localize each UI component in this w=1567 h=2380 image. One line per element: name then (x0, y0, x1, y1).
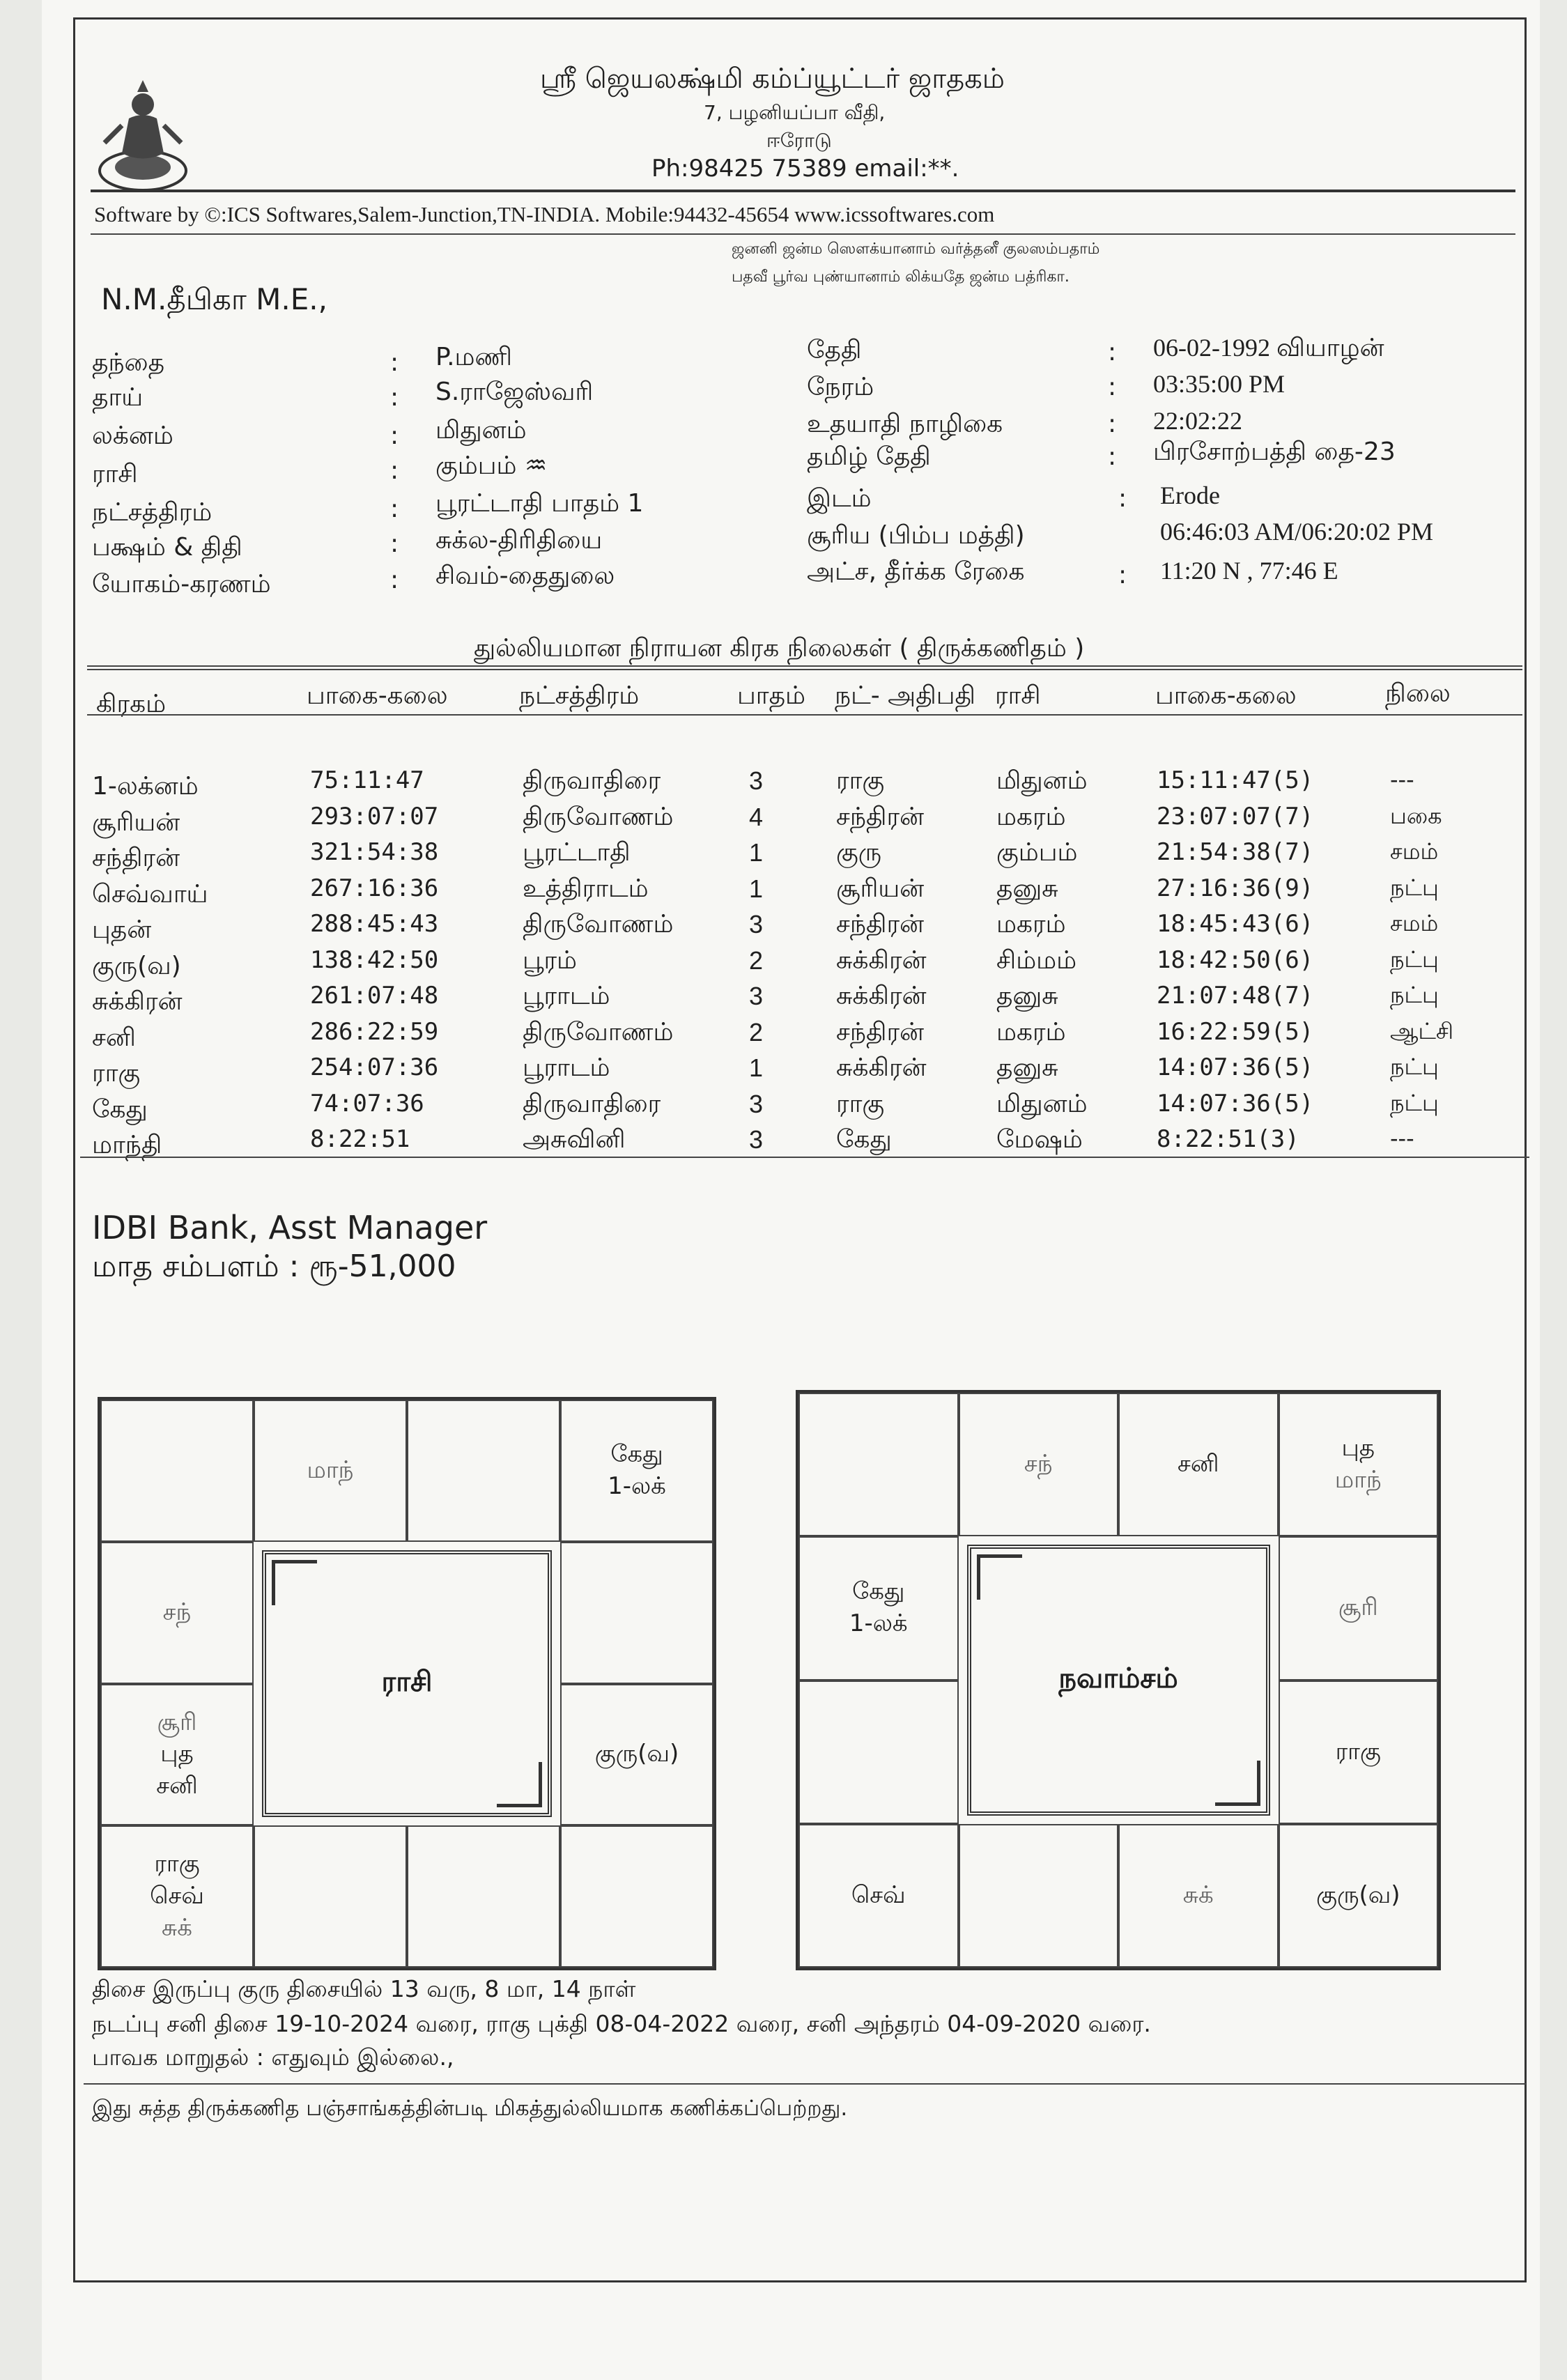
cell-rasi: தனுசு (996, 874, 1058, 903)
house-cell (959, 1824, 1119, 1968)
cell-star-lord: ராகு (836, 1089, 885, 1118)
detail-sep: : (1108, 373, 1117, 401)
house-cell (1118, 1393, 1279, 1536)
planet-label: குரு(வ) (1315, 1880, 1400, 1909)
certification-line: இது சுத்த திருக்கணித பஞ்சாங்கத்தின்படி மிகத்துல்லியமாக கணிக்கப்பெற்றது. (92, 2096, 848, 2121)
col-header-status: நிலை (1385, 679, 1451, 708)
header-address-line2: ஈரோடு (766, 129, 832, 152)
cell-padam: 1 (749, 1053, 764, 1082)
table-top-rule (87, 665, 1522, 667)
cell-padam: 3 (749, 982, 764, 1010)
planet-label: சூரி (157, 1708, 197, 1736)
cell-status: --- (1390, 1125, 1414, 1152)
detail-sep: : (390, 456, 399, 485)
cell-rasi: மகரம் (996, 802, 1066, 831)
cell-padam: 1 (749, 838, 764, 867)
job-line: IDBI Bank, Asst Manager (92, 1209, 488, 1246)
planet-label: கேது (610, 1439, 663, 1468)
planet-label: குரு(வ) (594, 1740, 679, 1768)
house-cell (100, 1825, 254, 1968)
dasa-balance-line: திசை இருப்பு குரு திசையில் 13 வரு, 8 மா, 14 நாள் (92, 1975, 636, 2002)
house-cell (100, 1400, 254, 1542)
col-header-rasi-degree: பாகை-கலை (1155, 681, 1297, 710)
cell-star: அசுவினி (523, 1125, 626, 1154)
planet-label: சுக் (1182, 1880, 1214, 1909)
cell-padam: 2 (749, 1017, 764, 1046)
cell-planet: சந்திரன் (92, 844, 180, 872)
cell-status: நட்பு (1390, 874, 1439, 901)
cell-planet: மாந்தி (92, 1131, 162, 1159)
detail-value-paksham: சுக்ல-திரிதியை (435, 526, 603, 555)
cell-rasi-degree: 18:42:50(6) (1157, 945, 1314, 974)
house-cell (1118, 1824, 1279, 1968)
house-cell (560, 1825, 713, 1968)
footer-divider (84, 2083, 1526, 2085)
cell-star: திருவோணம் (523, 802, 674, 831)
cell-star-lord: ராகு (836, 766, 885, 795)
detail-sep: : (390, 530, 399, 558)
cell-degree: 293:07:07 (310, 802, 439, 830)
cell-rasi-degree: 15:11:47(5) (1157, 766, 1314, 794)
planet-label: புத (1341, 1434, 1375, 1462)
header-divider (91, 190, 1515, 192)
cell-rasi-degree: 23:07:07(7) (1157, 802, 1314, 830)
detail-sep: : (1118, 484, 1127, 513)
cell-planet: செவ்வாய் (92, 879, 208, 909)
detail-value-yogam: சிவம்-தைதுலை (435, 562, 615, 590)
planet-label: சனி (1178, 1450, 1219, 1478)
current-dasa-line: நடப்பு சனி திசை 19-10-2024 வரை, ராகு புக்தி 08-04-2022 வரை, சனி அந்தரம் 04-09-2020 வரை. (92, 2010, 1151, 2037)
detail-value-lat-long: 11:20 N , 77:46 E (1160, 557, 1338, 585)
detail-value-date: 06-02-1992 வியாழன் (1153, 334, 1384, 362)
cell-star-lord: கேது (836, 1125, 892, 1154)
cell-rasi: மிதுனம் (996, 1089, 1088, 1118)
detail-label-yogam: யோகம்-கரணம் (92, 570, 271, 598)
navamsa-chart-frame (796, 1390, 1441, 1970)
house-cell (407, 1825, 560, 1968)
planet-label: சூரி (1338, 1593, 1378, 1622)
cell-degree: 261:07:48 (310, 982, 439, 1010)
cell-star-lord: சுக்கிரன் (836, 1053, 927, 1082)
cell-padam: 2 (749, 945, 764, 975)
table-top-rule2 (87, 669, 1522, 670)
house-cell (100, 1542, 254, 1684)
planet-label: 1-லக் (608, 1471, 666, 1500)
cell-planet: கேது (92, 1095, 148, 1124)
col-header-rasi: ராசி (995, 681, 1041, 710)
cell-rasi: தனுசு (996, 982, 1058, 1010)
cell-planet: சுக்கிரன் (92, 987, 183, 1016)
header-title: ஸ்ரீ ஜெயலக்ஷ்மி கம்ப்யூட்டர் ஜாதகம் (540, 63, 1005, 95)
detail-label-star: நட்சத்திரம் (92, 498, 213, 527)
cell-padam: 4 (749, 802, 764, 831)
detail-value-star: பூரட்டாதி பாதம் 1 (435, 489, 644, 518)
house-cell (560, 1400, 713, 1542)
cell-padam: 3 (749, 1089, 764, 1118)
cell-rasi: மகரம் (996, 910, 1066, 938)
sloka-line2: பதவீ பூர்வ புண்யானாம் லிக்யதே ஜன்ம பத்ரிகா. (732, 268, 1070, 286)
detail-label-date: தேதி (807, 336, 862, 364)
cell-padam: 3 (749, 766, 764, 795)
house-cell (254, 1400, 407, 1542)
house-cell (959, 1393, 1119, 1536)
chart-center-label: ராசி (262, 1550, 552, 1818)
detail-label-sun: சூரிய (பிம்ப மத்தி) (807, 521, 1025, 550)
planet-label: ராகு (1335, 1737, 1381, 1765)
salary-line: மாத சம்பளம் : ரூ-51,000 (92, 1249, 456, 1284)
planet-label: செவ் (150, 1882, 204, 1910)
cell-star-lord: சந்திரன் (836, 802, 925, 831)
software-credit: Software by ©:ICS Softwares,Salem-Junction,TN-INDIA. Mobile:94432-45654 www.icssoftwares.com (94, 202, 995, 226)
col-header-planet: கிரகம் (96, 690, 167, 718)
bhava-line: பாவக மாறுதல் : எதுவும் இல்லை., (92, 2043, 454, 2071)
cell-rasi: கும்பம் (996, 838, 1078, 867)
lakshmi-emblem (94, 77, 192, 195)
detail-label-place: இடம் (807, 484, 872, 513)
detail-value-time: 03:35:00 PM (1153, 370, 1286, 398)
detail-sep: : (1108, 442, 1117, 471)
cell-star: திருவாதிரை (523, 1089, 661, 1118)
cell-rasi: தனுசு (996, 1053, 1058, 1082)
planet-label: மாந் (307, 1455, 354, 1484)
detail-value-rasi: கும்பம் ♒ (435, 451, 548, 480)
software-divider (91, 233, 1515, 235)
detail-label-rasi: ராசி (92, 460, 138, 488)
cell-star: பூரட்டாதி (523, 838, 631, 867)
detail-label-father: தந்தை (92, 348, 165, 377)
cell-degree: 321:54:38 (310, 838, 439, 866)
planet-label: சந் (1024, 1450, 1053, 1478)
planet-label: சனி (156, 1772, 198, 1800)
detail-label-tamil-date: தமிழ் தேதி (807, 442, 931, 471)
col-header-degree: பாகை-கலை (307, 681, 448, 710)
col-header-star-lord: நட்- அதிபதி (835, 681, 975, 710)
detail-sep: : (1118, 561, 1127, 589)
cell-star: பூரம் (523, 945, 578, 975)
cell-degree: 254:07:36 (310, 1053, 439, 1081)
cell-status: சமம் (1390, 910, 1439, 936)
planet-label: 1-லக் (849, 1609, 908, 1638)
chart-center-label: நவாம்சம் (967, 1545, 1270, 1816)
table-title: துல்லியமான நிராயன கிரக நிலைகள் ( திருக்கணிதம் ) (474, 634, 1085, 663)
cell-rasi: மேஷம் (996, 1125, 1083, 1154)
detail-value-father: P.மணி (435, 343, 513, 371)
cell-rasi-degree: 16:22:59(5) (1157, 1017, 1314, 1046)
cell-rasi: சிம்மம் (996, 945, 1077, 975)
detail-value-lagnam: மிதுனம் (435, 416, 527, 445)
cell-planet: ராகு (92, 1059, 141, 1088)
cell-rasi-degree: 18:45:43(6) (1157, 910, 1314, 938)
cell-star-lord: சுக்கிரன் (836, 982, 927, 1010)
house-cell (560, 1542, 713, 1684)
cell-degree: 138:42:50 (310, 945, 439, 974)
detail-label-naazhigai: உதயாதி நாழிகை (807, 410, 1003, 438)
cell-rasi-degree: 21:07:48(7) (1157, 982, 1314, 1010)
cell-degree: 8:22:51 (310, 1125, 410, 1153)
cell-padam: 3 (749, 910, 764, 938)
detail-sep: : (390, 422, 399, 450)
planet-label: கேது (852, 1577, 905, 1606)
house-cell (798, 1680, 959, 1824)
header-contact: Ph:98425 75389 email:**. (651, 155, 959, 183)
cell-planet: 1-லக்னம் (92, 772, 199, 801)
cell-status: பகை (1390, 802, 1442, 829)
cell-rasi: மிதுனம் (996, 766, 1088, 795)
cell-star-lord: சந்திரன் (836, 910, 925, 938)
house-cell (1279, 1393, 1439, 1536)
cell-degree: 75:11:47 (310, 766, 424, 794)
cell-status: --- (1390, 766, 1414, 793)
house-cell (798, 1824, 959, 1968)
cell-star: பூராடம் (523, 982, 610, 1010)
cell-planet: சூரியன் (92, 808, 180, 837)
cell-rasi-degree: 27:16:36(9) (1157, 874, 1314, 902)
detail-label-paksham: பக்ஷம் & திதி (92, 533, 242, 562)
planet-label: புத (160, 1740, 194, 1768)
cell-status: ஆட்சி (1390, 1017, 1453, 1044)
detail-label-lagnam: லக்னம் (92, 422, 173, 450)
cell-rasi: மகரம் (996, 1017, 1066, 1046)
cell-status: நட்பு (1390, 1089, 1439, 1116)
cell-star-lord: சந்திரன் (836, 1017, 925, 1046)
detail-sep: : (390, 383, 399, 412)
cell-star-lord: சுக்கிரன் (836, 945, 927, 975)
cell-planet: புதன் (92, 915, 152, 944)
planet-label: மாந் (1334, 1466, 1382, 1494)
cell-rasi-degree: 8:22:51(3) (1157, 1125, 1299, 1153)
cell-star-lord: சூரியன் (836, 874, 925, 903)
rasi-chart-frame (98, 1397, 716, 1970)
cell-star-lord: குரு (836, 838, 882, 867)
cell-rasi-degree: 14:07:36(5) (1157, 1089, 1314, 1118)
cell-rasi-degree: 21:54:38(7) (1157, 838, 1314, 866)
cell-status: நட்பு (1390, 1053, 1439, 1080)
cell-star: திருவோணம் (523, 910, 674, 938)
cell-star: திருவாதிரை (523, 766, 661, 795)
detail-sep: : (390, 348, 399, 377)
cell-padam: 3 (749, 1125, 764, 1154)
house-cell (407, 1400, 560, 1542)
col-header-padam: பாதம் (737, 681, 806, 710)
house-cell (254, 1825, 407, 1968)
detail-sep: : (1108, 338, 1117, 366)
cell-degree: 267:16:36 (310, 874, 439, 902)
planet-label: ராகு (154, 1850, 200, 1878)
detail-value-tamil-date: பிரசோற்பத்தி தை-23 (1153, 438, 1396, 466)
house-cell (100, 1684, 254, 1826)
detail-sep: : (1108, 410, 1117, 438)
table-bottom-rule (80, 1157, 1529, 1158)
cell-star: உத்திராடம் (523, 874, 649, 903)
detail-value-sun: 06:46:03 AM/06:20:02 PM (1160, 518, 1434, 546)
detail-value-naazhigai: 22:02:22 (1153, 407, 1243, 435)
table-header-rule (87, 714, 1522, 716)
detail-value-place: Erode (1160, 481, 1220, 509)
cell-planet: சனி (92, 1023, 136, 1052)
house-cell (798, 1393, 959, 1536)
detail-sep: : (390, 566, 399, 594)
detail-sep: : (390, 495, 399, 523)
planet-label: சுக் (162, 1914, 192, 1942)
house-cell (560, 1684, 713, 1826)
house-cell (798, 1536, 959, 1680)
cell-degree: 74:07:36 (310, 1089, 424, 1118)
house-cell (1279, 1824, 1439, 1968)
cell-status: சமம் (1390, 838, 1439, 865)
house-cell (1279, 1536, 1439, 1680)
cell-rasi-degree: 14:07:36(5) (1157, 1053, 1314, 1081)
cell-degree: 286:22:59 (310, 1017, 439, 1046)
cell-status: நட்பு (1390, 982, 1439, 1008)
detail-label-lat-long: அட்ச, தீர்க்க ரேகை (807, 557, 1025, 586)
cell-planet: குரு(வ) (92, 951, 181, 980)
col-header-star: நட்சத்திரம் (519, 681, 640, 710)
detail-value-mother: S.ராஜேஸ்வரி (435, 378, 594, 406)
detail-label-mother: தாய் (92, 383, 144, 412)
cell-status: நட்பு (1390, 945, 1439, 973)
cell-star: பூராடம் (523, 1053, 610, 1082)
detail-label-time: நேரம் (807, 373, 874, 401)
planet-label: செவ் (851, 1880, 906, 1909)
sloka-line1: ஜனனி ஜன்ம ஸௌக்யானாம் வர்த்தனீ குலஸம்பதாம் (732, 240, 1100, 258)
cell-padam: 1 (749, 874, 764, 903)
person-name: N.M.தீபிகா M.E., (101, 282, 328, 316)
header-address-line1: 7, பழனியப்பா வீதி, (704, 101, 886, 124)
cell-star: திருவோணம் (523, 1017, 674, 1046)
house-cell (1279, 1680, 1439, 1824)
cell-degree: 288:45:43 (310, 910, 439, 938)
planet-label: சந் (162, 1598, 192, 1626)
